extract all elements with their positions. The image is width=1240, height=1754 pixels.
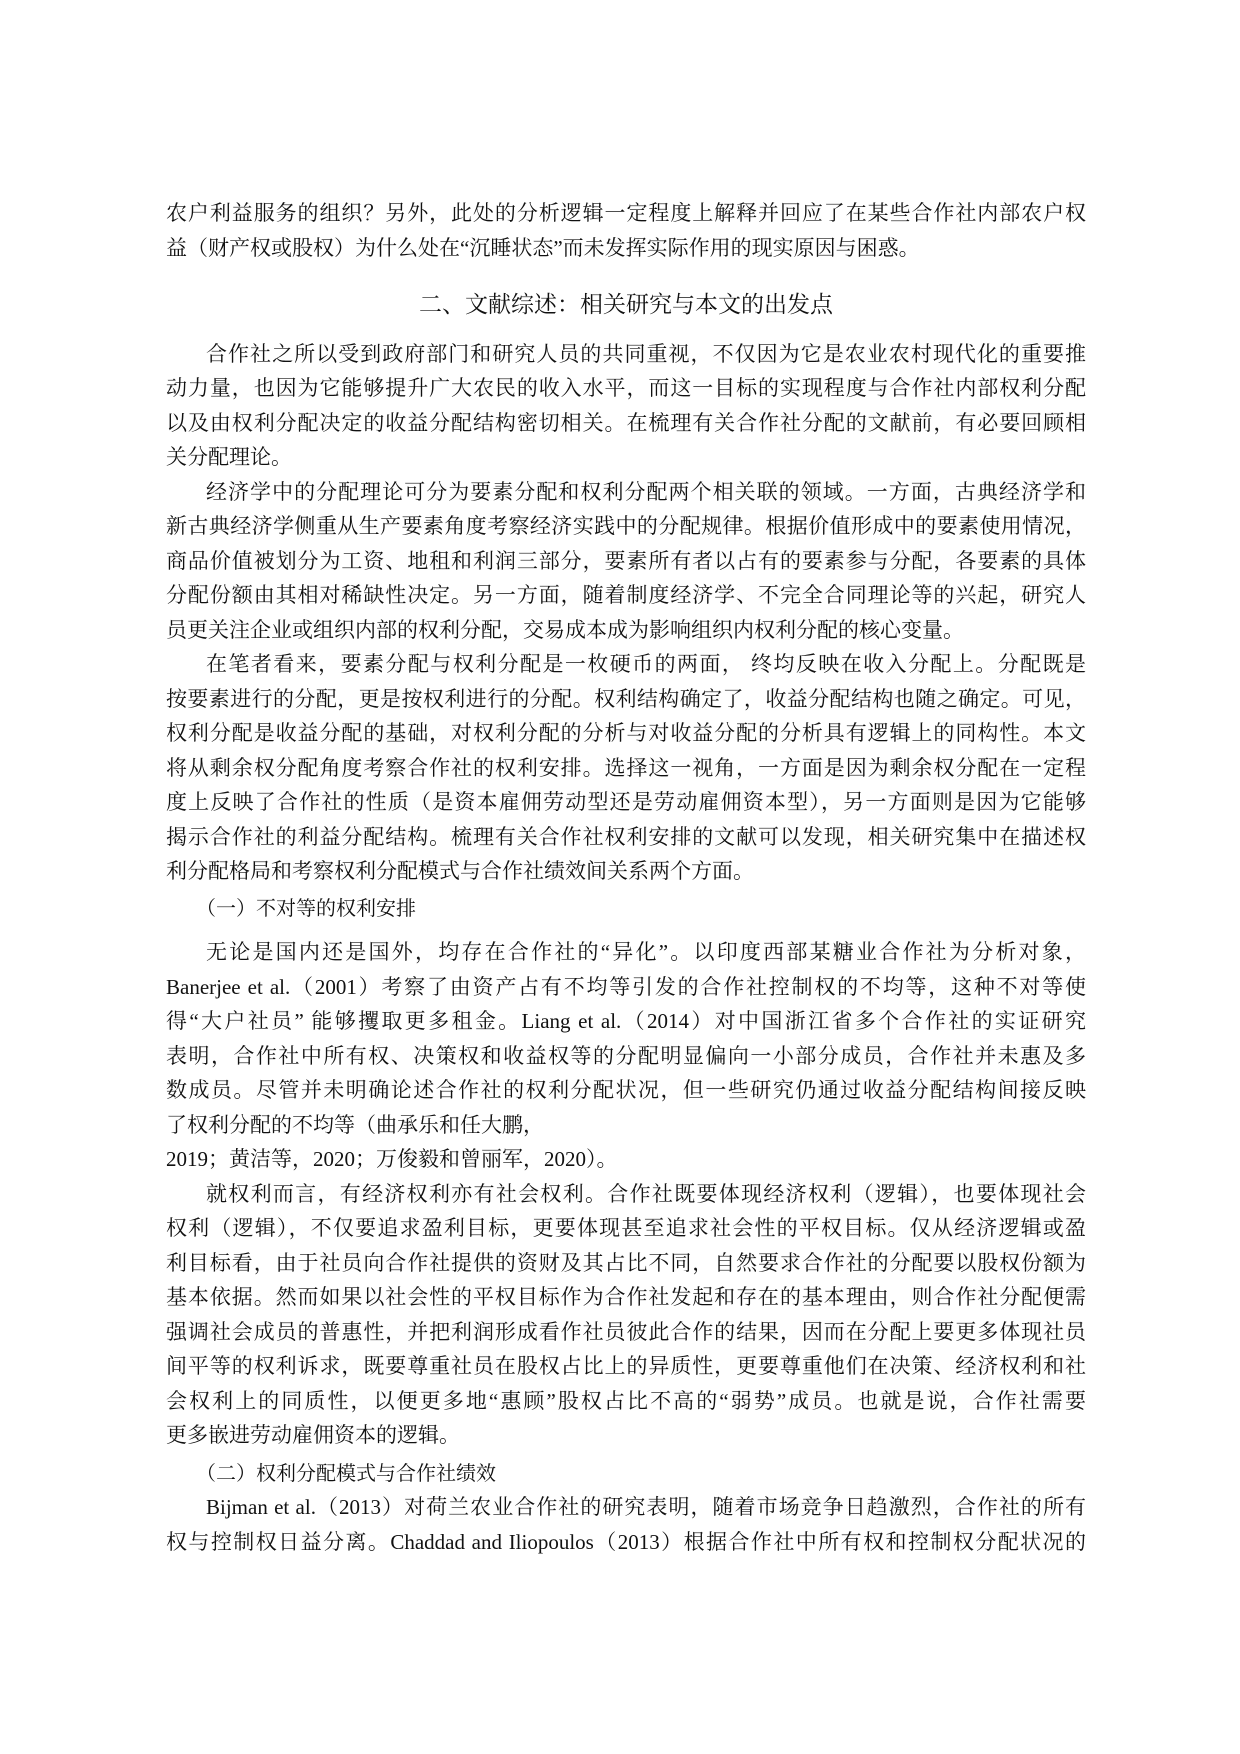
paragraph-2	[166, 475, 1086, 648]
text-line: 强调社会成员的普惠性，并把利润形成看作社员彼此合作的结果，因而在分配上要更多体现社员	[166, 1319, 1086, 1344]
paragraph-6	[166, 1490, 1086, 1559]
text-line: 按要素进行的分配，更是按权利进行的分配。权利结构确定了，收益分配结构也随之确定。可见，	[166, 686, 1086, 711]
text-line: 农户利益服务的组织？另外，此处的分析逻辑一定程度上解释并回应了在某些合作社内部农户权	[166, 201, 1086, 225]
text-line: 得“大户社员” 能够攫取更多租金。Liang et al.（2014）对中国浙江省多个合作社的实证研究	[166, 1009, 1086, 1033]
text-line: 度上反映了合作社的性质（是资本雇佣劳动型还是劳动雇佣资本型），另一方面则是因为它能够	[166, 790, 1086, 814]
subheading-2: （二）权利分配模式与合作社绩效	[196, 1460, 496, 1485]
text-line: 关分配理论。	[166, 445, 292, 469]
text-line: 分配份额由其相对稀缺性决定。另一方面，随着制度经济学、不完全合同理论等的兴起，研究人	[166, 583, 1086, 607]
text-line: 会权利上的同质性，以便更多地“惠顾”股权占比不高的“弱势”成员。也就是说，合作社需要	[166, 1388, 1086, 1413]
text-line: 基本依据。然而如果以社会性的平权目标作为合作社发起和存在的基本理由，则合作社分配便需	[166, 1285, 1086, 1309]
paragraph-4	[166, 935, 1086, 1177]
subheading-1: （一）不对等的权利安排	[196, 895, 416, 920]
text-line: 新古典经济学侧重从生产要素角度考察经济实践中的分配规律。根据价值形成中的要素使用情况，	[166, 514, 1086, 538]
paragraph-3	[166, 647, 1086, 889]
text-line: 以及由权利分配决定的收益分配结构密切相关。在梳理有关合作社分配的文献前，有必要回顾相	[166, 410, 1086, 435]
paragraph-5	[166, 1177, 1086, 1453]
text-line: 动力量，也因为它能够提升广大农民的收入水平，而这一目标的实现程度与合作社内部权利分配	[166, 376, 1086, 400]
text-line: 将从剩余权分配角度考察合作社的权利安排。选择这一视角，一方面是因为剩余权分配在一定程	[166, 755, 1086, 780]
text-line: 就权利而言，有经济权利亦有社会权利。合作社既要体现经济权利（逻辑），也要体现社会	[206, 1181, 1086, 1206]
text-line: 益（财产权或股权）为什么处在“沉睡状态”而未发挥实际作用的现实原因与困惑。	[166, 235, 920, 260]
text-line: 权利（逻辑），不仅要追求盈利目标，更要体现甚至追求社会性的平权目标。仅从经济逻辑或盈	[166, 1216, 1086, 1240]
document-page	[166, 196, 1086, 1559]
text-line: 揭示合作社的利益分配结构。梳理有关合作社权利安排的文献可以发现，相关研究集中在描述权	[166, 824, 1086, 849]
text-line: 员更关注企业或组织内部的权利分配，交易成本成为影响组织内权利分配的核心变量。	[166, 617, 964, 642]
text-line: 更多嵌进劳动雇佣资本的逻辑。	[166, 1423, 460, 1447]
section-heading: 二、文献综述：相关研究与本文的出发点	[419, 292, 833, 318]
text-line: 无论是国内还是国外，均存在合作社的“异化”。以印度西部某糖业合作社为分析对象，	[206, 940, 1086, 964]
text-line: 间平等的权利诉求，既要尊重社员在股权占比上的异质性，更要尊重他们在决策、经济权利和社	[166, 1354, 1086, 1378]
paragraph-1	[166, 337, 1086, 475]
text-line: 合作社之所以受到政府部门和研究人员的共同重视，不仅因为它是农业农村现代化的重要推	[206, 341, 1086, 366]
text-line: Bijman et al.（2013）对荷兰农业合作社的研究表明，随着市场竞争日趋激烈，合作社的所有	[206, 1495, 1086, 1519]
text-line: 利分配格局和考察权利分配模式与合作社绩效间关系两个方面。	[166, 859, 754, 883]
text-line: 经济学中的分配理论可分为要素分配和权利分配两个相关联的领域。一方面，古典经济学和	[206, 479, 1086, 504]
text-line: 了权利分配的不均等（曲承乐和任大鹏，	[166, 1112, 544, 1137]
text-line: 权利分配是收益分配的基础，对权利分配的分析与对收益分配的分析具有逻辑上的同构性。本文	[166, 721, 1086, 745]
text-line: Banerjee et al.（2001）考察了由资产占有不均等引发的合作社控制权的不均等，这种不对等使	[166, 974, 1086, 999]
text-line: 数成员。尽管并未明确论述合作社的权利分配状况，但一些研究仍通过收益分配结构间接反映	[166, 1078, 1086, 1102]
text-line: 利目标看，由于社员向合作社提供的资财及其占比不同，自然要求合作社的分配要以股权份额为	[166, 1250, 1086, 1275]
text-line: 2019；黄洁等，2020；万俊毅和曾丽军，2020）。	[166, 1147, 618, 1171]
text-line: 表明，合作社中所有权、决策权和收益权等的分配明显偏向一小部分成员，合作社并未惠及多	[166, 1043, 1086, 1068]
text-line: 商品价值被划分为工资、地租和利润三部分，要素所有者以占有的要素参与分配，各要素的具体	[166, 548, 1086, 573]
text-line: 在笔者看来，要素分配与权利分配是一枚硬币的两面， 终均反映在收入分配上。分配既是	[206, 652, 1086, 676]
text-line: 权与控制权日益分离。Chaddad and Iliopoulos（2013）根据合作社中所有权和控制权分配状况的	[166, 1529, 1086, 1554]
intro-paragraph	[166, 196, 1086, 265]
